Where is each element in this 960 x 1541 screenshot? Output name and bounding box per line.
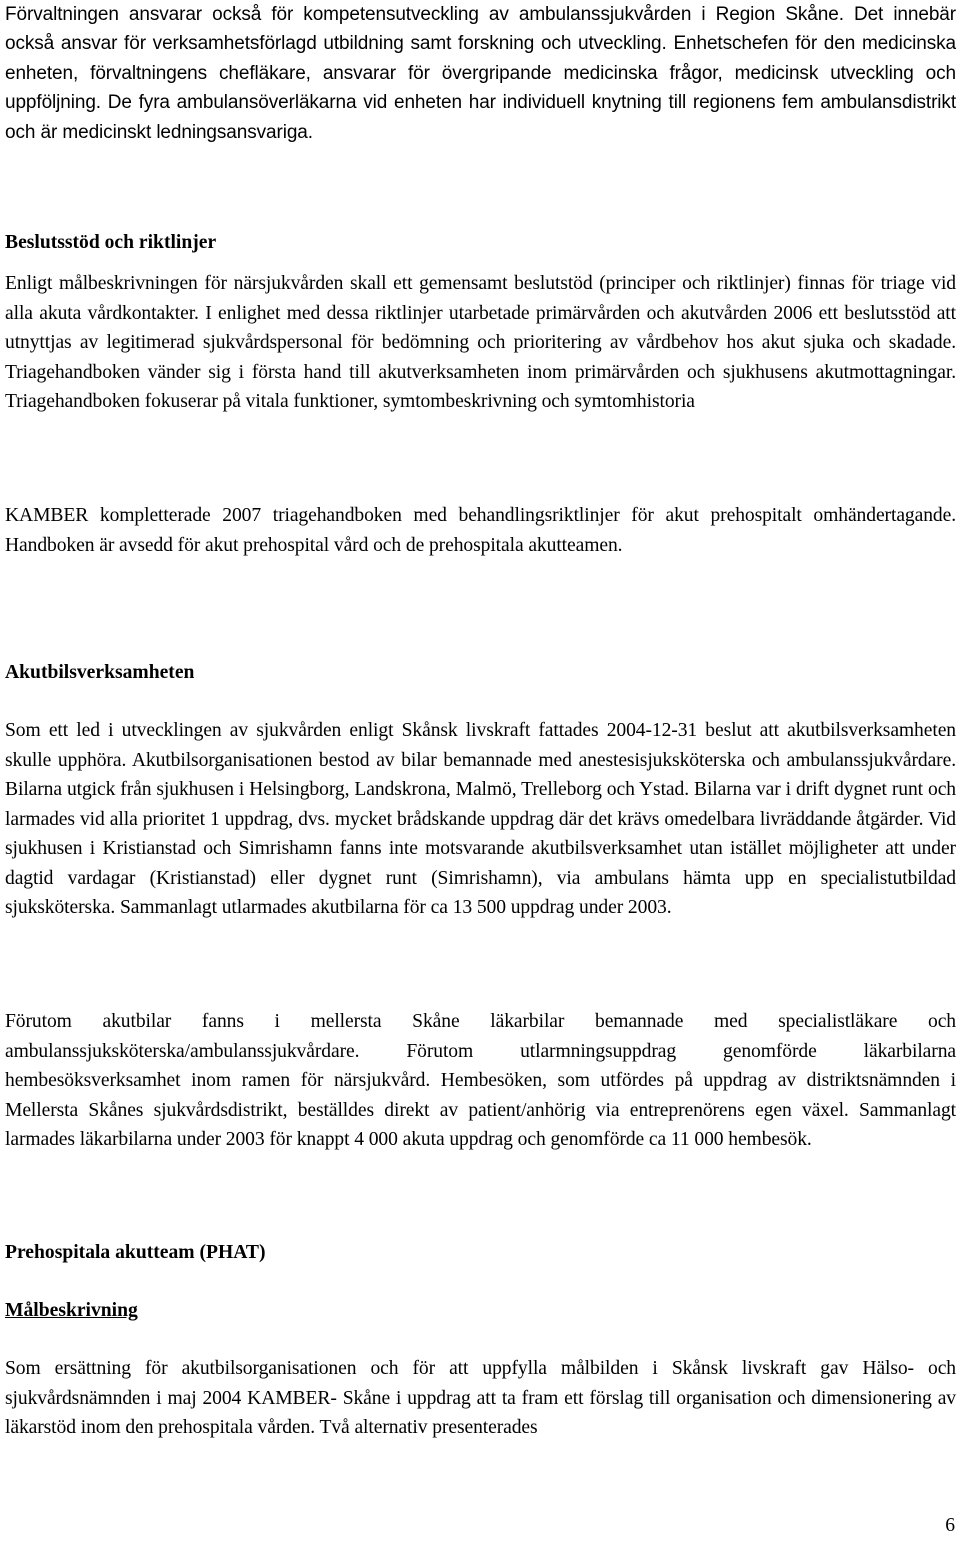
paragraph-beslutsstod-1: Enligt målbeskrivningen för närsjukvården skall ett gemensamt beslutstöd (principer och riktlinjer) finnas för triage vid alla akuta vårdkontakter. I enlighet med dessa riktlinjer utarbetade primärvården och akutvården 2006 ett beslutsstöd att utnyttjas av legitimerad sjukvårdspersonal för bedömning och prioritering av vårdbehov hos akut sjuka och skadade. Triagehandboken vänder sig i första hand till akutverksamheten inom primärvården och sjukhusens akutmottagningar. Triagehandboken fokuserar på vitala funktioner, symtombeskrivning och symtomhistoria [5,273,956,412]
paragraph-akutbil-1: Som ett led i utvecklingen av sjukvården enligt Skånsk livskraft fattades 2004-12-31 beslut att akutbilsverksamheten skulle upphöra. Akutbilsorganisationen bestod av bilar bemannade med anestesisjuksköterska och ambulanssjukvårdare. Bilarna utgick från sjukhusen i Helsingborg, Landskrona, Malmö, Trelleborg och Ystad. Bilarna var i drift dygnet runt och larmades vid alla prioritet 1 uppdrag, dvs. mycket brådskande uppdrag där det krävs omedelbara livräddande åtgärder. Vid sjukhusen i Kristianstad och Simrishamn fanns inte motsvarande akutbilsverksamhet utan istället möjligheter att under dagtid vardagar (Kristianstad) eller dygnet runt (Simrishamn), via ambulans hämta upp en specialistutbildad sjuksköterska. Sammanlagt utlarmades akutbilarna för ca 13 500 uppdrag under 2003. [5,720,956,918]
paragraph-beslutsstod-2: KAMBER kompletterade 2007 triagehandboken med behandlingsriktlinjer för akut prehospitalt omhändertagande. Handboken är avsedd för akut prehospital vård och de prehospitala akutteamen. [5,505,956,556]
page-number: 6 [945,1515,955,1536]
heading-phat: Prehospitala akutteam (PHAT) [5,1242,266,1263]
heading-akutbilsverksamheten: Akutbilsverksamheten [5,662,195,683]
intro-paragraph: Förvaltningen ansvarar också för kompetensutveckling av ambulanssjukvården i Region Skåne. Det innebär också ansvar för verksamhetsförlagd utbildning samt forskning och utveckling. Enhetschefen för den medicinska enheten, förvaltningens chefläkare, ansvarar för övergripande medicinska frågor, medicinsk utveckling och uppföljning. De fyra ambulansöverläkarna vid enheten har individuell knytning till regionens fem ambulansdistrikt och är medicinskt ledningsansvariga. [5,4,956,143]
heading-beslutsstod: Beslutsstöd och riktlinjer [5,232,217,253]
subheading-malbeskrivning: Målbeskrivning [5,1300,138,1321]
paragraph-akutbil-2: Förutom akutbilar fanns i mellersta Skåne läkarbilar bemannade med specialistläkare och ambulanssjuksköterska/ambulanssjukvårdare. Förutom utlarmningsuppdrag genomförde läkarbilarna hembesöksverksamhet inom ramen för närsjukvård. Hembesöken, som utfördes på uppdrag av distriktsnämnden i Mellersta Skånes sjukvårdsdistrikt, beställdes direkt av patient/anhörig via entreprenörens egen växel. Sammanlagt larmades läkarbilarna under 2003 för knappt 4 000 akuta uppdrag och genomförde ca 11 000 hembesök. [5,1011,956,1150]
paragraph-phat-1: Som ersättning för akutbilsorganisationen och för att uppfylla målbilden i Skånsk livskraft gav Hälso- och sjukvårdsnämnden i maj 2004 KAMBER- Skåne i uppdrag att ta fram ett förslag till organisation och dimensionering av läkarstöd inom den prehospitala vården. Två alternativ presenterades [5,1358,956,1438]
